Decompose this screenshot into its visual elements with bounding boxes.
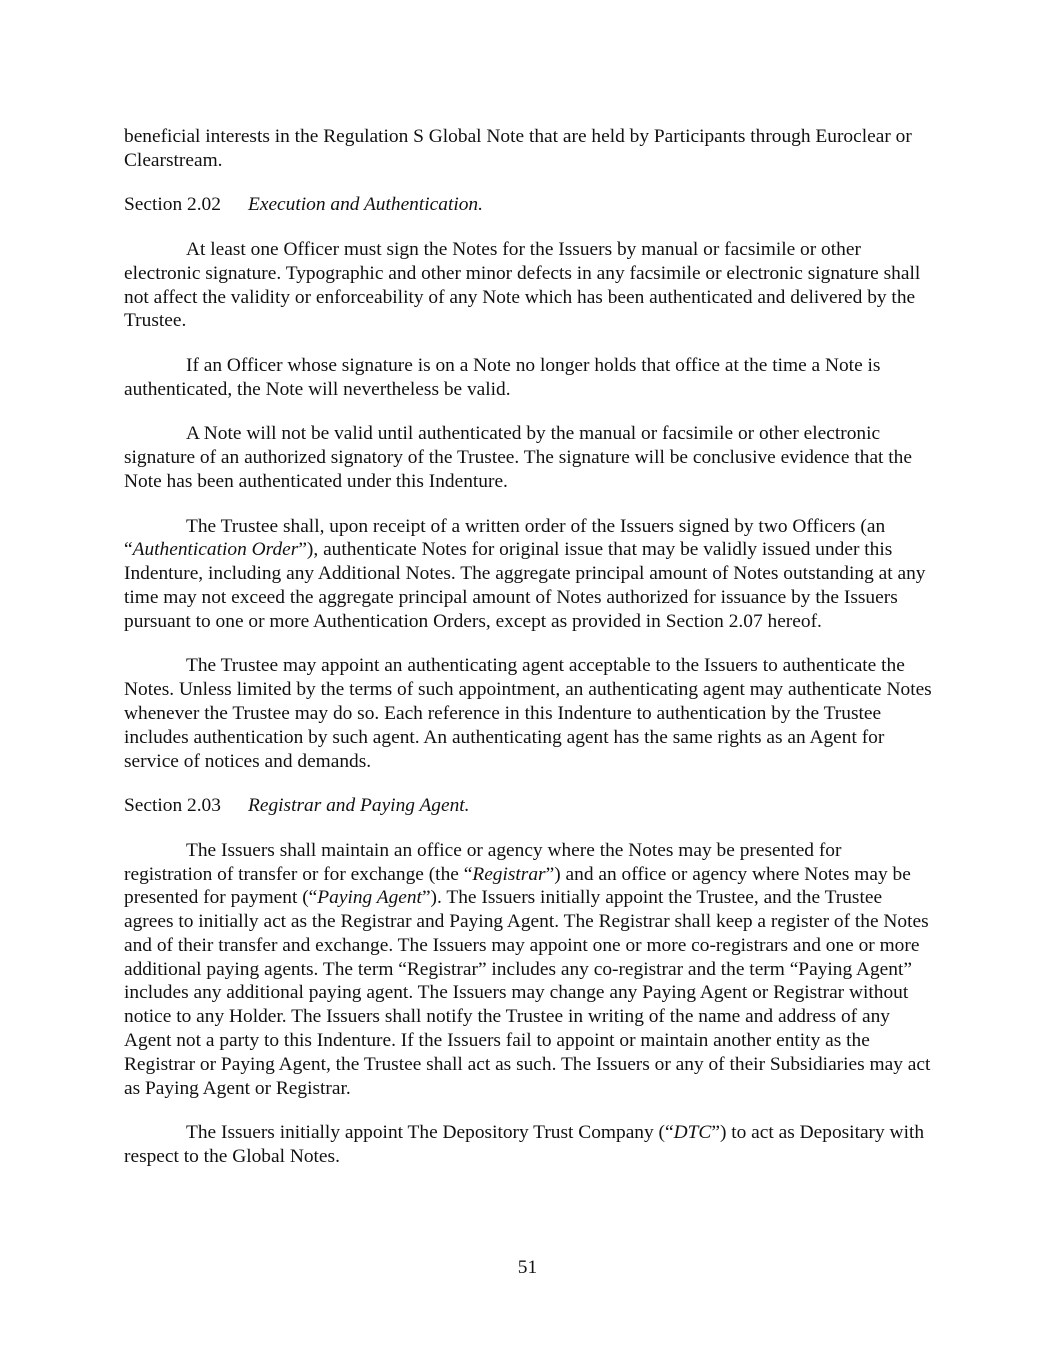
section-title: Registrar and Paying Agent. <box>248 795 470 817</box>
carryover-paragraph: beneficial interests in the Regulation S Global Note that are held by Participants through Euroclear or Clearstream. <box>124 126 912 171</box>
section-number: Section 2.03 <box>124 795 221 817</box>
paragraph: A Note will not be valid until authenticated by the manual or facsimile or other electronic signature of an authorized signatory of the Trustee. The signature will be conclusive evidence that the Note has been authenticated under this Indenture. <box>124 423 912 492</box>
paragraph: At least one Officer must sign the Notes for the Issuers by manual or facsimile or other electronic signature. Typographic and other minor defects in any facsimile or electronic signature shall not affect the validity or enforceability of any Note which has been authenticated and delivered by the Trustee. <box>124 238 921 332</box>
section-heading-2-03 <box>124 794 934 818</box>
text-run: ”), authenticate Notes for original issue that may be validly issued under this Indenture, including any Additional Notes. The aggregate principal amount of Notes outstanding at any time may not exceed the aggregate principal amount of Notes authorized for issuance by the Issuers pursuant to one or more Authentication Orders, except as provided in Section 2.07 hereof. <box>124 539 926 632</box>
defined-term: Authentication Order <box>132 539 299 561</box>
text-run: ”) and an office or agency where Notes may be presented for payment (“ <box>124 863 911 909</box>
text-run: The Issuers shall maintain an office or agency where the Notes may be presented for registration of transfer or for exchange (the “ <box>124 839 842 885</box>
paragraph <box>124 1121 934 1169</box>
section-heading-2-02 <box>124 193 934 217</box>
page-number: 51 <box>517 1257 538 1278</box>
text-run: ”) to act as Depositary with respect to the Global Notes. <box>124 1122 925 1168</box>
paragraph: If an Officer whose signature is on a Note no longer holds that office at the time a Note is authenticated, the Note will nevertheless be valid. <box>124 354 881 400</box>
defined-term: DTC <box>673 1122 712 1144</box>
document-page <box>124 125 934 1190</box>
section-number: Section 2.02 <box>124 194 221 216</box>
text-run: The Issuers initially appoint The Depository Trust Company (“ <box>186 1122 674 1144</box>
paragraph: The Trustee may appoint an authenticating agent acceptable to the Issuers to authenticate the Notes. Unless limited by the terms of such appointment, an authenticating agent may authenticate Notes whenever the Trustee may do so. Each reference in this Indenture to authentication by the Trustee includes authentication by such agent. An authenticating agent has the same rights as an Agent for service of notices and demands. <box>124 655 932 772</box>
text-run: The Trustee shall, upon receipt of a written order of the Issuers signed by two Officers (an “ <box>124 515 886 561</box>
paragraph <box>124 839 934 1101</box>
defined-term: Paying Agent <box>317 887 422 909</box>
section-title: Execution and Authentication. <box>248 194 483 216</box>
text-run: ”). The Issuers initially appoint the Trustee, and the Trustee agrees to initially act as the Registrar and Paying Agent. The Registrar shall keep a register of the Notes and of their transfer and exchange. The Issuers may appoint one or more co-registrars and one or more additional paying agents. The term “Registrar” includes any co-registrar and the term “Paying Agent” includes any additional paying agent. The Issuers may change any Paying Agent or Registrar without notice to any Holder. The Issuers shall notify the Trustee in writing of the name and address of any Agent not a party to this Indenture. If the Issuers fail to appoint or maintain another entity as the Registrar or Paying Agent, the Trustee shall act as such. The Issuers or any of their Subsidiaries may act as Paying Agent or Registrar. <box>124 887 931 1099</box>
defined-term: Registrar <box>472 863 546 885</box>
paragraph <box>124 515 934 634</box>
